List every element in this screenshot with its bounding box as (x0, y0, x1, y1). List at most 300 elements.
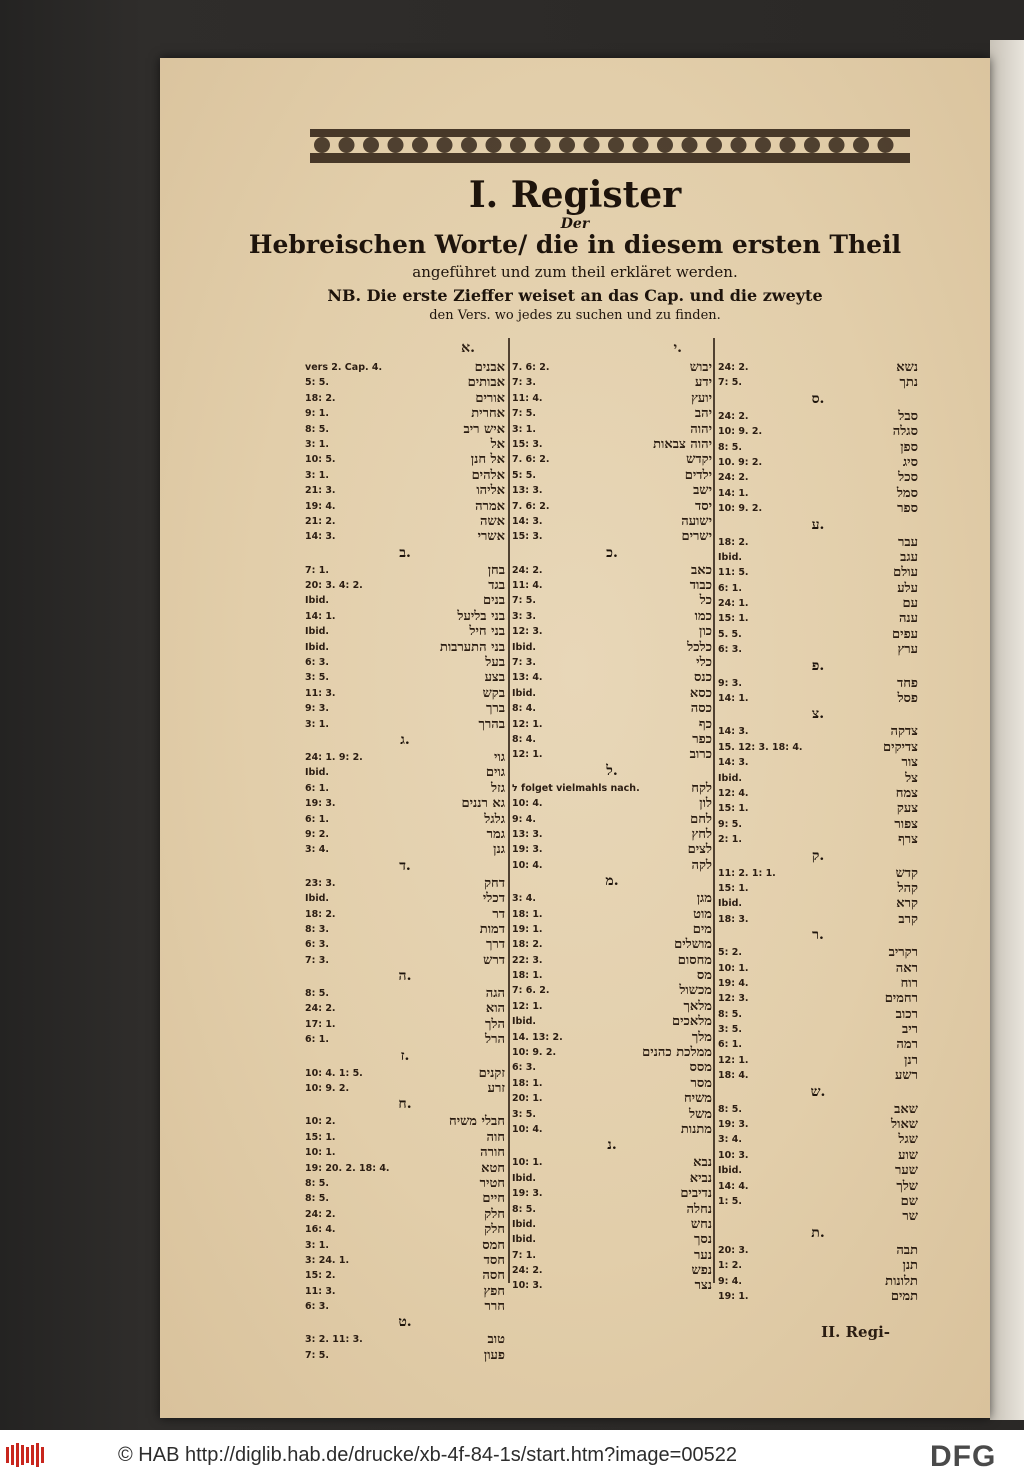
index-entry (718, 991, 918, 1006)
index-entry (305, 765, 505, 780)
index-entry (718, 896, 918, 911)
entry-reference: 3: 5. (718, 1024, 742, 1036)
entry-reference: 6: 1. (718, 582, 742, 594)
entry-reference: 3: 2. 11: 3. (305, 1334, 363, 1346)
entry-hebrew-word: דר (492, 906, 505, 922)
entry-reference: 19: 3. (718, 1119, 749, 1131)
entry-hebrew-word: קדש (895, 865, 918, 881)
entry-reference: 8: 5. (718, 1008, 742, 1020)
index-entry (305, 452, 505, 467)
entry-hebrew-word: פחד (896, 675, 918, 691)
index-entry (512, 781, 712, 796)
section-letter: צ. (811, 706, 825, 723)
register-der: Der (560, 216, 590, 232)
entry-reference: Ibid. (512, 1172, 537, 1184)
entry-reference: 18: 2. (305, 908, 336, 920)
entry-hebrew-word: ברך (485, 701, 505, 717)
entry-hebrew-word: בני חיל (469, 624, 505, 640)
entry-reference: 14: 3. (718, 757, 749, 769)
section-letter: ע. (811, 516, 825, 533)
index-entry (305, 578, 505, 593)
entry-hebrew-word: כפר (692, 731, 712, 747)
entry-hebrew-word: שלך (896, 1178, 918, 1194)
entry-reference: 14. 13: 2. (512, 1031, 563, 1043)
entry-reference: Ibid. (718, 551, 743, 563)
entry-reference: 10: 3. (512, 1280, 543, 1292)
entry-hebrew-word: סכל (898, 470, 918, 486)
index-entry (718, 642, 918, 657)
entry-hebrew-word: כון (699, 624, 712, 640)
index-entry (305, 655, 505, 670)
entry-reference: 3: 4. (718, 1134, 742, 1146)
index-entry (305, 670, 505, 685)
register-title: I. Register (468, 174, 682, 216)
index-entry (512, 514, 712, 529)
entry-reference: 18: 1. (512, 1077, 543, 1089)
index-entry (305, 1332, 505, 1347)
entry-hebrew-word: שאב (894, 1101, 918, 1117)
entry-reference: 24: 1. 9: 2. (305, 751, 363, 763)
index-entry (305, 1130, 505, 1145)
entry-reference: 9: 2. (305, 828, 329, 840)
entry-hebrew-word: מלאך (683, 998, 712, 1014)
index-entry (305, 781, 505, 796)
entry-hebrew-word: חסה (482, 1268, 505, 1284)
entry-hebrew-word: מושלים (674, 937, 712, 953)
entry-hebrew-word: מלאכים (671, 1014, 712, 1030)
entry-reference: 10: 1. (305, 1147, 336, 1159)
entry-reference: 6: 1. (718, 1039, 742, 1051)
entry-hebrew-word: חוה (486, 1129, 505, 1145)
index-entry (512, 891, 712, 906)
entry-reference: 14: 3. (305, 531, 336, 543)
entry-reference: 5: 2. (718, 947, 742, 959)
index-entry (512, 452, 712, 467)
entry-hebrew-word: צפור (894, 816, 918, 832)
index-entry (718, 912, 918, 927)
index-entry (512, 999, 712, 1014)
section-letter: ס. (811, 390, 825, 407)
index-entry (718, 817, 918, 832)
index-entry (512, 1171, 712, 1186)
entry-reference: 24: 2. (305, 1208, 336, 1220)
section-letter: ט. (398, 1314, 412, 1331)
entry-hebrew-word: עלע (897, 580, 918, 596)
entry-hebrew-word: בני התערבות (439, 639, 505, 655)
index-entry (512, 1030, 712, 1045)
section-letter: פ. (811, 657, 825, 674)
entry-hebrew-word: עולם (893, 565, 918, 581)
entry-hebrew-word: צל (905, 770, 918, 786)
entry-reference: 3: 4. (512, 893, 536, 905)
index-entry (718, 1258, 918, 1273)
entry-reference: 7. 6: 2. (512, 454, 550, 466)
index-entry (512, 858, 712, 873)
entry-reference: 15: 1. (718, 803, 749, 815)
entry-reference: 3: 1. (305, 438, 329, 450)
index-entry (512, 609, 712, 624)
entry-hebrew-word: ישועה (681, 513, 712, 529)
entry-reference: 9: 3. (305, 703, 329, 715)
entry-reference: Ibid. (512, 641, 537, 653)
entry-hebrew-word: בגד (488, 578, 505, 594)
index-entry (305, 360, 505, 375)
section-letter: ק. (811, 847, 825, 864)
entry-reference: 3: 4. (305, 844, 329, 856)
entry-reference: 14: 1. (718, 693, 749, 705)
entry-reference: 8: 5. (305, 1177, 329, 1189)
entry-hebrew-word: דחק (484, 875, 505, 891)
entry-reference: 8: 3. (305, 923, 329, 935)
index-entry (305, 437, 505, 452)
entry-hebrew-word: ספן (900, 439, 918, 455)
entry-hebrew-word: עבר (897, 534, 918, 550)
entry-reference: 11: 3. (305, 687, 336, 699)
entry-hebrew-word: גא רננים (461, 796, 505, 812)
entry-hebrew-word: יקדש (686, 452, 712, 468)
entry-reference: 7: 5. (305, 1349, 329, 1361)
entry-reference: 9: 4. (718, 1275, 742, 1287)
entry-hebrew-word: עגב (900, 549, 918, 565)
index-entry (305, 827, 505, 842)
entry-hebrew-word: חטיר (479, 1175, 505, 1191)
entry-hebrew-word: רשע (895, 1068, 918, 1084)
index-entry (305, 1176, 505, 1191)
index-entry (305, 1191, 505, 1206)
index-entry (305, 1001, 505, 1016)
entry-hebrew-word: הלך (485, 1016, 505, 1032)
entry-hebrew-word: רוח (900, 975, 918, 991)
index-entry (305, 750, 505, 765)
entry-reference: 12: 1. (512, 749, 543, 761)
entry-hebrew-word: תמים (890, 1288, 918, 1304)
entry-reference: 3: 3. (512, 610, 536, 622)
index-entry (512, 1202, 712, 1217)
index-entry (718, 1037, 918, 1052)
entry-reference: 1: 2. (718, 1260, 742, 1272)
entry-hebrew-word: טוב (487, 1332, 505, 1348)
entry-reference: 10: 4. (512, 798, 543, 810)
entry-hebrew-word: מלך (691, 1029, 712, 1045)
index-entry (512, 655, 712, 670)
entry-reference: 7: 6. 2. (512, 985, 550, 997)
entry-hebrew-word: שער (895, 1163, 918, 1179)
index-entry (718, 360, 918, 375)
index-entry (718, 470, 918, 485)
entry-reference: 7: 1. (305, 564, 329, 576)
entry-hebrew-word: צדקה (890, 724, 918, 740)
hab-logo-icon (6, 1443, 46, 1467)
entry-hebrew-word: חלק (484, 1222, 505, 1238)
entry-hebrew-word: תלונות (885, 1273, 918, 1289)
entry-reference: 13: 4. (512, 672, 543, 684)
entry-hebrew-word: גוי (493, 749, 505, 765)
entry-hebrew-word: מס (696, 968, 712, 984)
entry-hebrew-word: נבא (693, 1155, 712, 1171)
entry-reference: 14: 3. (718, 726, 749, 738)
index-entry (305, 468, 505, 483)
entry-reference: 10: 9. 2. (718, 503, 763, 515)
entry-hebrew-word: חלק (484, 1206, 505, 1222)
section-letter: ב. (399, 544, 411, 561)
entry-reference: 11: 3. (305, 1285, 336, 1297)
entry-reference: 10: 4. (512, 859, 543, 871)
entry-reference: 11: 4. (512, 580, 543, 592)
entry-hebrew-word: רקריב (888, 945, 918, 961)
index-entry (305, 907, 505, 922)
index-entry (305, 1066, 505, 1081)
entry-hebrew-word: שוע (898, 1147, 918, 1163)
entry-reference: 6: 1. (305, 782, 329, 794)
entry-reference: 19: 4. (718, 977, 749, 989)
entry-reference: 3: 5. (512, 1108, 536, 1120)
entry-reference: 12: 1. (512, 1000, 543, 1012)
entry-hebrew-word: נשא (896, 360, 918, 375)
index-entry (512, 747, 712, 762)
index-entry (718, 550, 918, 565)
entry-reference: 9: 4. (512, 813, 536, 825)
index-entry (718, 866, 918, 881)
entry-hebrew-word: סגלה (892, 424, 918, 440)
entry-reference: 8: 5. (512, 1203, 536, 1215)
index-entry (512, 1186, 712, 1201)
entry-hebrew-word: ראה (895, 960, 918, 976)
entry-reference: 18: 4. (718, 1070, 749, 1082)
index-entry (305, 563, 505, 578)
index-entry (718, 1209, 918, 1224)
entry-reference: Ibid. (718, 1165, 743, 1177)
entry-reference: 24: 2. (512, 1265, 543, 1277)
entry-reference: 11: 5. (718, 567, 749, 579)
index-entry (718, 1274, 918, 1289)
index-entry (512, 937, 712, 952)
index-entry (305, 483, 505, 498)
entry-hebrew-word: קרא (896, 896, 918, 912)
entry-reference: 24: 2. (718, 362, 749, 373)
index-entry (718, 611, 918, 626)
entry-hebrew-word: בעל (485, 655, 505, 671)
entry-reference: 3: 1. (305, 718, 329, 730)
entry-hebrew-word: חורה (480, 1145, 505, 1161)
entry-reference: 20: 3. 4: 2. (305, 580, 363, 592)
index-entry (512, 483, 712, 498)
entry-reference: Ibid. (718, 898, 743, 910)
section-letter: נ. (607, 1137, 617, 1154)
index-entry (718, 409, 918, 424)
index-entry (305, 937, 505, 952)
entry-hebrew-word: כבוד (689, 578, 712, 594)
entry-hebrew-word: בקש (482, 685, 505, 701)
entry-hebrew-word: קהל (897, 880, 918, 896)
index-entry (305, 1207, 505, 1222)
index-entry (305, 1348, 505, 1363)
entry-reference: 3: 1. (305, 469, 329, 481)
entry-hebrew-word: מכשול (679, 983, 712, 999)
entry-reference: 19: 1. (512, 923, 543, 935)
entry-reference: 3: 5. (305, 672, 329, 684)
copyright-link[interactable]: © HAB http://diglib.hab.de/drucke/xb-4f-84-1s/start.htm?image=00522 (118, 1444, 737, 1466)
entry-hebrew-word: נסך (693, 1232, 712, 1248)
entry-reference: 6: 1. (305, 813, 329, 825)
entry-reference: 13: 3. (512, 828, 543, 840)
index-entry (512, 686, 712, 701)
entry-hebrew-word: ילדים (684, 467, 712, 483)
entry-hebrew-word: גזל (491, 780, 505, 796)
index-entry (305, 1253, 505, 1268)
entry-hebrew-word: נפש (691, 1263, 712, 1279)
entry-hebrew-word: עם (902, 596, 918, 612)
index-entry (305, 406, 505, 421)
index-entry (512, 391, 712, 406)
entry-reference: 15: 2. (305, 1270, 336, 1282)
index-entry (718, 375, 918, 390)
entry-hebrew-word: תבה (896, 1242, 918, 1258)
entry-reference: 10: 2. (305, 1116, 336, 1128)
entry-hebrew-word: דרש (483, 952, 505, 968)
index-entry (718, 881, 918, 896)
entry-hebrew-word: כף (698, 716, 712, 732)
index-entry (718, 627, 918, 642)
entry-hebrew-word: כלכל (687, 639, 712, 655)
entry-hebrew-word: בהרך (478, 716, 505, 732)
next-page-edge (990, 40, 1024, 1420)
entry-hebrew-word: משל (689, 1106, 712, 1122)
entry-reference: 21: 2. (305, 515, 336, 527)
index-entry (512, 640, 712, 655)
entry-reference: 10: 5. (305, 454, 336, 466)
entry-hebrew-word: ספר (897, 501, 918, 517)
entry-hebrew-word: שר (902, 1209, 918, 1225)
index-entry (305, 1017, 505, 1032)
entry-reference: ל folget vielmahls nach. (512, 782, 640, 794)
entry-reference: 8: 5. (305, 423, 329, 435)
section-letter: ג. (400, 731, 410, 748)
entry-hebrew-word: הרל (485, 1032, 505, 1048)
entry-reference: 18: 1. (512, 970, 543, 982)
entry-reference: Ibid. (305, 767, 330, 779)
index-entry (305, 842, 505, 857)
index-entry (512, 406, 712, 421)
entry-reference: 19: 3. (305, 798, 336, 810)
section-letter: ת. (811, 1224, 825, 1241)
entry-hebrew-word: סבל (898, 408, 918, 424)
index-entry (512, 922, 712, 937)
index-entry (718, 786, 918, 801)
entry-reference: Ibid. (512, 1218, 537, 1230)
entry-hebrew-word: דרך (485, 937, 505, 953)
index-entry (718, 1243, 918, 1258)
entry-hebrew-word: נחלה (686, 1201, 712, 1217)
entry-reference: 10: 9. 2. (512, 1047, 557, 1059)
index-entry (512, 499, 712, 514)
entry-hebrew-word: כנס (694, 670, 712, 686)
book-page (160, 58, 990, 1418)
entry-hebrew-word: גוים (485, 765, 505, 781)
entry-hebrew-word: לחם (690, 811, 712, 827)
index-column-3 (718, 340, 918, 1304)
index-entry (718, 1289, 918, 1304)
index-entry (305, 1114, 505, 1129)
entry-reference: 8: 4. (512, 703, 536, 715)
index-entry (512, 968, 712, 983)
index-entry (512, 1091, 712, 1106)
entry-reference: 9: 5. (718, 818, 742, 830)
index-entry (305, 640, 505, 655)
index-entry (305, 1222, 505, 1237)
section-letter: ח. (398, 1096, 412, 1113)
entry-reference: 18: 3. (718, 913, 749, 925)
entry-reference: 6: 3. (305, 1301, 329, 1313)
index-entry (718, 535, 918, 550)
index-entry (305, 986, 505, 1001)
entry-hebrew-word: נביא (689, 1170, 712, 1186)
section-letter: ר. (812, 927, 824, 944)
entry-hebrew-word: חטא (481, 1160, 505, 1176)
entry-reference: 7: 3. (305, 954, 329, 966)
index-entry (305, 1161, 505, 1176)
index-entry (305, 1081, 505, 1096)
index-entry (305, 499, 505, 514)
entry-reference: 7. 6: 2. (512, 362, 550, 373)
index-entry (305, 701, 505, 716)
entry-hebrew-word: אשה (479, 513, 505, 529)
entry-hebrew-word: כסא (689, 685, 712, 701)
entry-hebrew-word: לון (699, 796, 712, 812)
entry-reference: 20: 1. (512, 1093, 543, 1105)
entry-reference: Ibid. (305, 893, 330, 905)
index-column-2 (512, 340, 712, 1294)
index-entry (512, 907, 712, 922)
entry-reference: 15: 1. (718, 613, 749, 625)
index-entry (718, 832, 918, 847)
entry-hebrew-word: רחמים (884, 991, 918, 1007)
entry-hebrew-word: איש ריב (463, 421, 505, 437)
index-entry (718, 755, 918, 770)
entry-hebrew-word: אל חנן (470, 452, 505, 468)
section-letter: ז. (400, 1047, 410, 1064)
entry-reference: 16: 4. (305, 1224, 336, 1236)
index-entry (305, 514, 505, 529)
entry-hebrew-word: אמרה (475, 498, 505, 514)
entry-reference: 24: 2. (718, 410, 749, 422)
entry-hebrew-word: מסר (690, 1075, 712, 1091)
entry-reference: 1: 5. (718, 1195, 742, 1207)
index-entry (512, 563, 712, 578)
entry-reference: Ibid. (512, 687, 537, 699)
section-letter: כ. (606, 544, 618, 561)
index-entry (305, 953, 505, 968)
entry-reference: 10: 9. 2. (718, 426, 763, 438)
index-entry (305, 686, 505, 701)
index-entry (305, 593, 505, 608)
index-entry (512, 701, 712, 716)
index-entry (718, 1117, 918, 1132)
index-entry (718, 565, 918, 580)
entry-hebrew-word: דכלי (482, 891, 505, 907)
index-entry (512, 578, 712, 593)
index-entry (718, 1102, 918, 1117)
index-entry (718, 976, 918, 991)
index-entry (305, 391, 505, 406)
register-note: NB. Die erste Zieffer weiset an das Cap. und die zweyte (327, 286, 823, 305)
index-entry (305, 876, 505, 891)
entry-hebrew-word: לחץ (691, 826, 712, 842)
index-entry (718, 961, 918, 976)
index-entry (512, 1122, 712, 1137)
index-entry (512, 1248, 712, 1263)
entry-reference: 15: 1. (305, 1131, 336, 1143)
entry-hebrew-word: סיג (902, 454, 918, 470)
